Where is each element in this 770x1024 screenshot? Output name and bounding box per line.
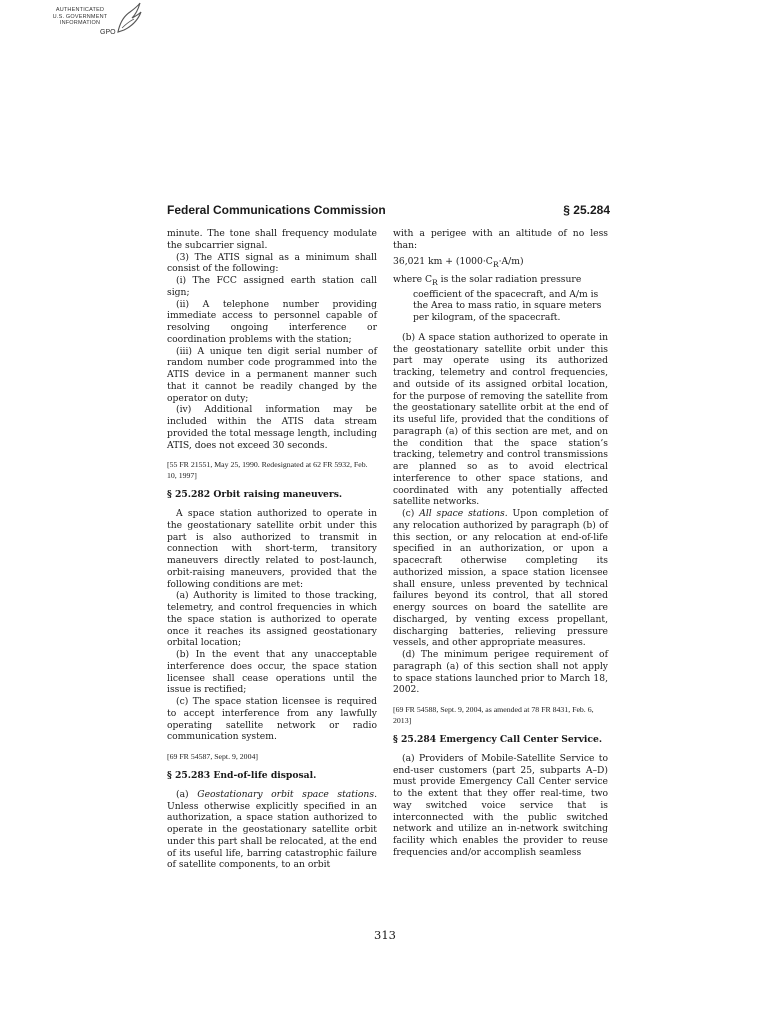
- citation: [69 FR 54588, Sept. 9, 2004, as amended at 78 FR 8431, Feb. 6, 2013]: [393, 705, 594, 726]
- seal-line-1: AUTHENTICATED: [55, 7, 105, 13]
- formula: [393, 256, 608, 271]
- right-column: [393, 228, 608, 859]
- seal-line-3: INFORMATION: [59, 20, 101, 26]
- paragraph: A space station authorized to operate in the geostationary satellite orbit under this part is also authorized to transmit in connection with short-term, transitory maneuvers directly related to post-launch, orbit-raising maneuvers, provided that the following conditions are met:: [167, 508, 377, 590]
- paragraph: (b) In the event that any unacceptable interference does occur, the space station licensee shall cease operations until the issue is rectified;: [167, 649, 377, 696]
- paragraph-text: Unless otherwise explicitly specified in an authorization, a space station authorized to operate in the geostationary satellite orbit under this part shall be relocated, at the end of its useful life, barring catastrophic failure of satellite components, to an orbit: [167, 800, 377, 871]
- where-subscript: R: [432, 277, 438, 287]
- paragraph-subheading: Geostationary orbit space stations.: [197, 788, 377, 800]
- paragraph: (iii) A unique ten digit serial number of random number code programmed into the ATIS device in a permanent manner such that it cannot be readily changed by the operator on duty;: [167, 345, 377, 404]
- seal-gpo-label: GPO: [100, 29, 116, 36]
- paragraph: [393, 508, 608, 649]
- paragraph: (d) The minimum perigee requirement of paragraph (a) of this section shall not apply to space stations launched prior to March 18, 2002.: [393, 649, 608, 696]
- paragraph: (iv) Additional information may be included within the ATIS data stream provided the total message length, including ATIS, does not exceed 30 seconds.: [167, 404, 377, 451]
- paragraph: (a) Authority is limited to those tracking, telemetry, and control frequencies in which the space station is authorized to operate once it reaches its assigned geostationary orbital location;: [167, 590, 377, 649]
- paragraph: minute. The tone shall frequency modulate the subcarrier signal.: [167, 228, 377, 251]
- agency-name: Federal Communications Commission: [167, 203, 386, 217]
- citation: [55 FR 21551, May 25, 1990. Redesignated at 62 FR 5932, Feb. 10, 1997]: [167, 460, 368, 481]
- section-heading: § 25.282 Orbit raising maneuvers.: [167, 489, 343, 501]
- running-head: [167, 203, 610, 219]
- section-number: § 25.284: [563, 203, 610, 217]
- formula-subscript: R: [492, 259, 499, 269]
- paragraph: (c) The space station licensee is required to accept interference from any lawfully operating satellite network or radio communication system.: [167, 696, 377, 743]
- paragraph-subheading: All space stations.: [419, 508, 508, 520]
- gpo-authentication-seal: [32, 2, 142, 48]
- paragraph: with a perigee with an altitude of no less than:: [393, 228, 608, 251]
- citation: [69 FR 54587, Sept. 9, 2004]: [167, 752, 258, 761]
- where-text: where C: [393, 274, 432, 286]
- eagle-icon: [114, 2, 142, 36]
- paragraph: (a) Providers of Mobile-Satellite Service to end-user customers (part 25, subparts A–D) must provide Emergency Call Center service to the extent that they offer real-time, two way switched voice service that is interconnected with the public switched network and utilize an in-network switching facility which enables the provider to reuse frequencies and/or accomplish seamless: [393, 752, 608, 858]
- paragraph-label: (a): [176, 788, 198, 800]
- paragraph-text: Upon completion of any relocation authorized by paragraph (b) of this section, or any relocation at end-of-life specified in an authorization, or upon a spacecraft otherwise completing its authorized mission, a space station licensee shall ensure, unless prevented by technical failures beyond its control, that all stored energy sources on board the satellite are discharged, by venting excess propellant, discharging batteries, relieving pressure vessels, and other appropriate measures.: [393, 508, 608, 649]
- left-column: [167, 228, 377, 871]
- paragraph: (b) A space station authorized to operate in the geostationary satellite orbit under this part may operate using its authorized tracking, telemetry and control frequencies, and outside of its assigned orbital location, for the purpose of removing the satellite from the geostationary satellite orbit at the end of its useful life, provided that the conditions of paragraph (a) of this section are met, and on the condition that the space station’s tracking, telemetry and control transmissions are planned so as to avoid electrical interference to other space stations, and coordinated with any potentially affected satellite networks.: [393, 331, 608, 508]
- paragraph: (ii) A telephone number providing immediate access to personnel capable of resolving ongoing interference or coordination problems with the station;: [167, 298, 377, 345]
- where-clause: [393, 274, 608, 289]
- where-text: is the solar radiation pressure: [437, 274, 582, 286]
- page-number: 313: [374, 928, 396, 942]
- section-heading: § 25.284 Emergency Call Center Service.: [393, 734, 603, 746]
- paragraph-label: (c): [402, 508, 420, 520]
- paragraph: [167, 789, 377, 871]
- formula-text: 36,021 km + (1000·C: [393, 255, 493, 267]
- definition-text: coefficient of the spacecraft, and A/m is the Area to mass ratio, in square meters per kilogram, of the spacecraft.: [413, 288, 602, 324]
- paragraph: (i) The FCC assigned earth station call sign;: [167, 275, 377, 298]
- formula-text: ·A/m): [498, 255, 524, 267]
- seal-line-2: U.S. GOVERNMENT: [52, 13, 108, 20]
- section-heading: § 25.283 End-of-life disposal.: [167, 770, 317, 781]
- paragraph: (3) The ATIS signal as a minimum shall consist of the following:: [167, 251, 377, 275]
